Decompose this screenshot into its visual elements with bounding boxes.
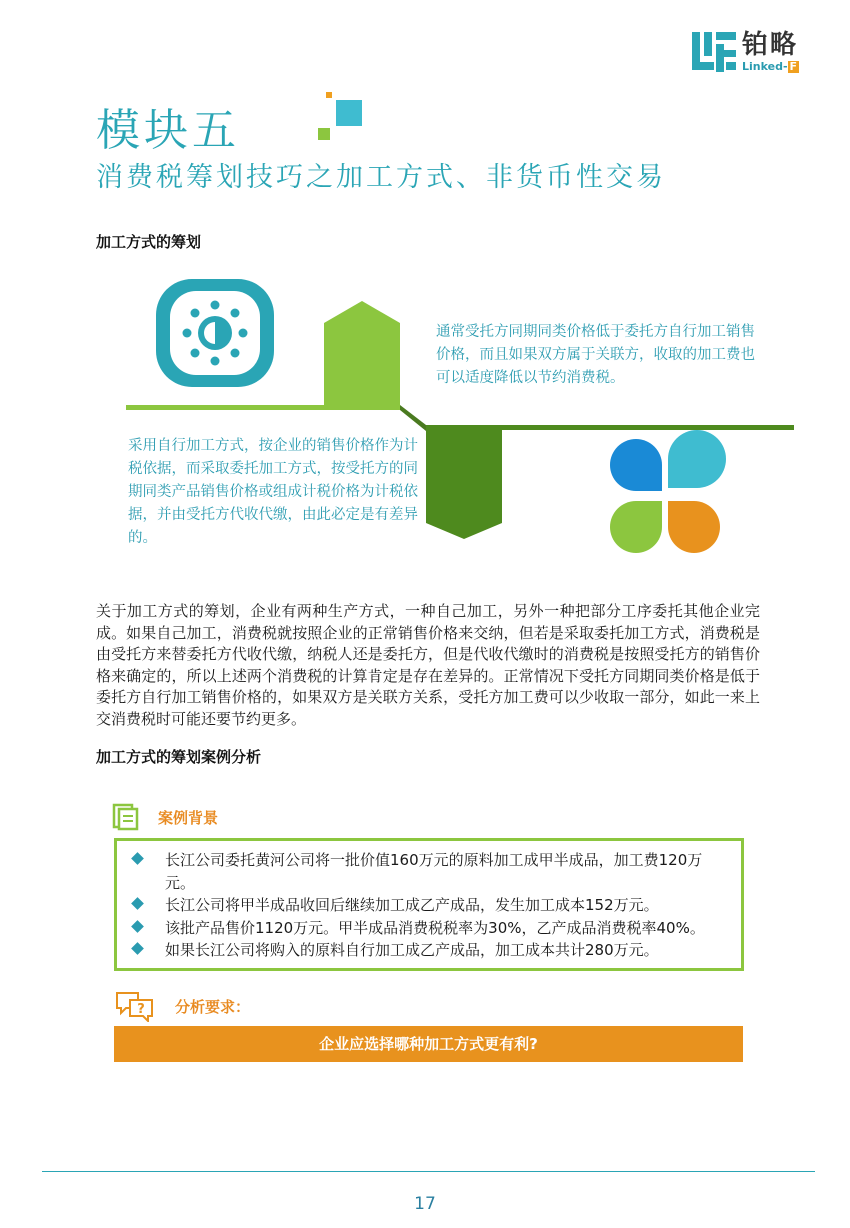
list-item: 长江公司委托黄河公司将一批价值160万元的原料加工成甲半成品，加工费120万元。 <box>131 849 725 894</box>
comparison-infographic <box>126 275 794 575</box>
case-list <box>131 849 725 962</box>
brand-name-cn: 铂略 <box>742 30 799 60</box>
question-bubble-icon <box>114 990 156 1022</box>
module-subtitle: 消费税筹划技巧之加工方式、非货币性交易 <box>96 162 666 193</box>
analysis-question-bar: 企业应选择哪种加工方式更有利? <box>114 1026 743 1062</box>
gear-dial-icon <box>156 279 274 387</box>
brand-name-en: Linked- F <box>742 60 798 73</box>
logo-mark-icon <box>692 32 736 72</box>
diamond-bullet-icon <box>131 920 144 933</box>
module-title: 模块五 <box>96 105 240 156</box>
document-icon <box>112 803 140 831</box>
case-background-title: 案例背景 <box>158 809 219 827</box>
decor-squares <box>318 92 366 144</box>
case-section-title: 加工方式的筹划案例分析 <box>96 748 262 766</box>
body-paragraph: 关于加工方式的筹划，企业有两种生产方式，一种自己加工，另外一种把部分工序委托其他企业完成。如果自己加工，消费税就按照企业的正常销售价格来交纳，但若是采取委托加工方式，消费税是由受托方来替委托方代收代缴，纳税人还是委托方，但是代收代缴时的消费税是按照受托方的销售价格来确定的，所以上述两个消费税的计算肯定是存在差异的。正常情况下受托方同期同类价格是低于委托方自行加工销售价格的，如果双方是关联方关系，受托方加工费可以少收取一部分，如此一来上交消费税时可能还要节约更多。 <box>96 602 760 728</box>
list-item: 如果长江公司将购入的原料自行加工成乙产成品，加工成本共计280万元。 <box>131 939 725 962</box>
section-title: 加工方式的筹划 <box>96 233 202 251</box>
footer-divider <box>42 1171 815 1172</box>
brand-logo <box>692 30 812 74</box>
list-item: 该批产品售价1120万元。甲半成品消费税税率为30%，乙产成品消费税率40%。 <box>131 917 725 940</box>
diamond-bullet-icon <box>131 852 144 865</box>
svg-text:?: ? <box>137 1002 145 1017</box>
page-number: 17 <box>414 1194 436 1214</box>
diamond-bullet-icon <box>131 897 144 910</box>
callout-right: 通常受托方同期同类价格低于委托方自行加工销售价格，而且如果双方属于关联方，收取的加工费也可以适度降低以节约消费税。 <box>436 324 755 386</box>
list-item: 长江公司将甲半成品收回后继续加工成乙产成品，发生加工成本152万元。 <box>131 894 725 917</box>
case-background-box <box>114 838 744 971</box>
callout-left: 采用自行加工方式，按企业的销售价格作为计税依据，而采取委托加工方式，按受托方的同期同类产品销售价格或组成计税价格为计税依据，并由受托方代收代缴，由此必定是有差异的。 <box>128 438 418 546</box>
diamond-bullet-icon <box>131 942 144 955</box>
clover-icon <box>610 430 726 553</box>
analysis-requirement-title: 分析要求： <box>175 998 251 1016</box>
